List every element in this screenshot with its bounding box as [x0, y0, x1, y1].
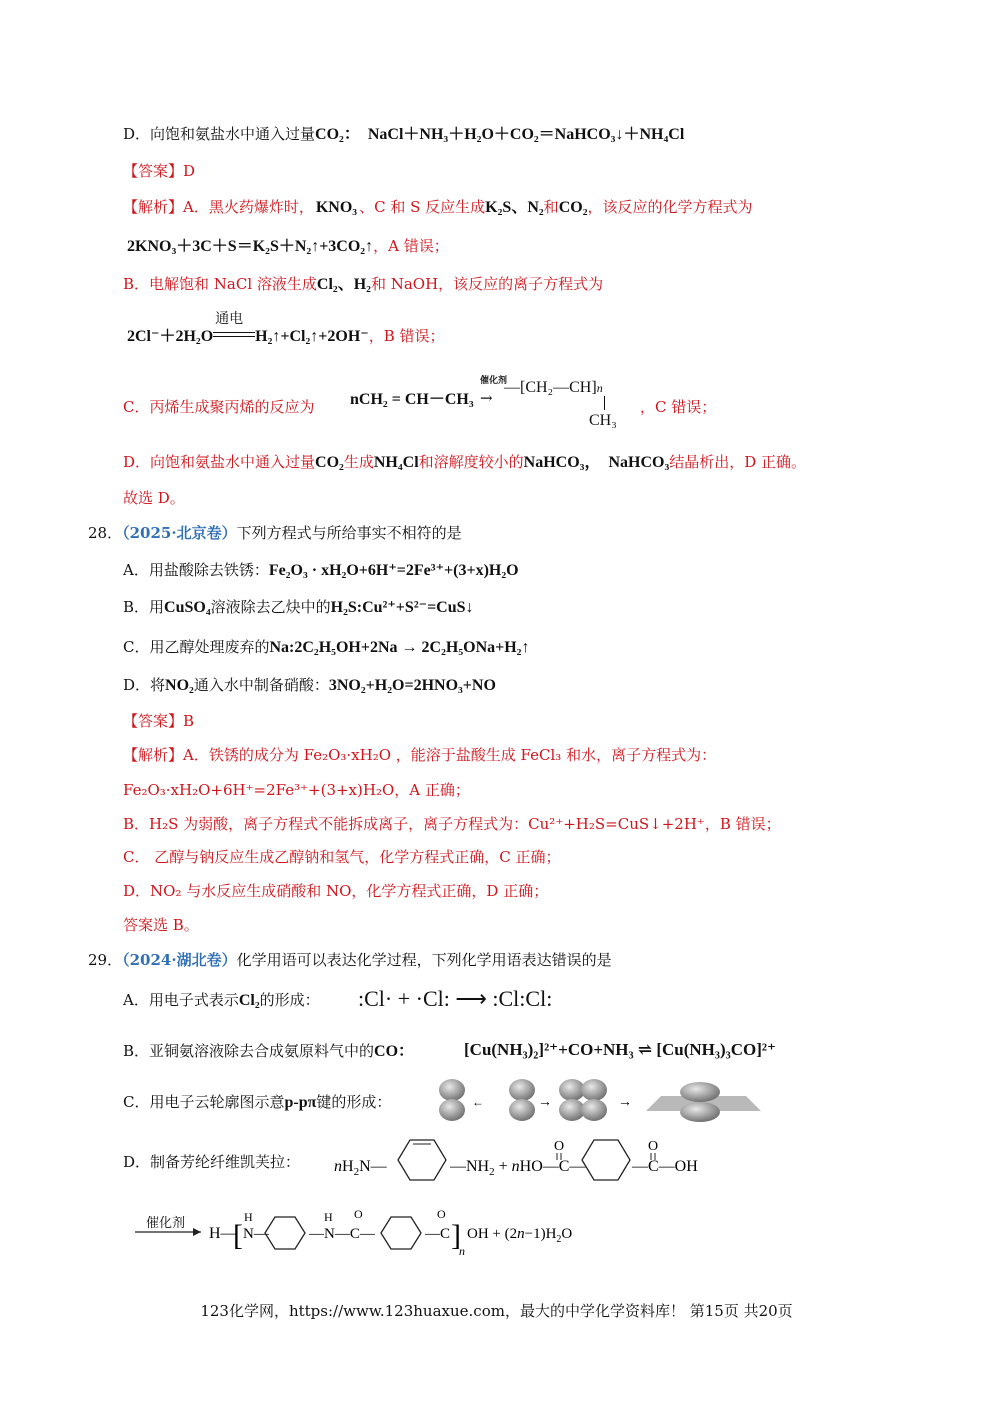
svg-text:[: [: [233, 1219, 243, 1252]
q27-analysis-c-tail: ，C 错误；: [640, 398, 717, 416]
benzene-ring-icon: [582, 1140, 630, 1180]
q29-option-c: C．用电子云轮廓图示意p-pπ键的形成：: [123, 1093, 392, 1111]
svg-text:O: O: [554, 1139, 565, 1154]
svg-text:n: n: [459, 1244, 465, 1258]
electron-dot-formula: :Cl· + ·Cl: ⟶ :Cl:Cl:: [358, 986, 553, 1011]
arrow-icon: →: [538, 1095, 552, 1110]
q27-analysis-a-eq: 2KNO₃＋3C＋S＝K₂S＋N₂↑+3CO₂↑，A 错误；: [127, 237, 449, 255]
q27-analysis-a: 【解析】A．黑火药爆炸时， KNO₃ 、C 和 S 反应生成K₂S、N₂和CO₂，该反应的化学方程式为: [123, 198, 753, 216]
electrolysis-condition: 通电: [215, 311, 244, 327]
q28-analysis-a2: Fe₂O₃·xH₂O+6H⁺=2Fe³⁺+(3+x)H₂O，A 正确；: [123, 781, 470, 799]
q29-option-d: D．制备芳纶纤维凯芙拉：: [123, 1153, 301, 1171]
q27-analysis-c: C．丙烯生成聚丙烯的反应为: [123, 398, 315, 416]
p-orbital-2: [509, 1079, 535, 1121]
arrow-icon: ←: [472, 1095, 484, 1109]
polypropene-branch: CH₃: [589, 412, 617, 429]
p-orbital-overlap: [559, 1079, 607, 1121]
q28-option-b: B．用CuSO₄溶液除去乙炔中的H₂S:Cu²⁺+S²⁻=CuS↓: [123, 598, 474, 616]
q28-analysis-d: D．NO₂ 与水反应生成硝酸和 NO，化学方程式正确，D 正确；: [123, 882, 549, 900]
q27-option-d: D．向饱和氨盐水中通入过量CO₂： NaCl＋NH₃＋H₂O＋CO₂＝NaHCO₃↓＋NH₄Cl: [123, 125, 685, 143]
svg-text:—N—C—: —N—C—: [309, 1226, 375, 1242]
benzene-ring-icon: [381, 1217, 421, 1249]
benzene-ring-icon: [265, 1217, 305, 1249]
pp-pi-bond-diagram: [436, 1076, 761, 1126]
arrow-icon: →: [618, 1095, 632, 1110]
q27-analysis-b: B．电解饱和 NaCl 溶液生成Cl₂、H₂和 NaOH，该反应的离子方程式为: [123, 275, 604, 293]
q29-option-b: B．亚铜氨溶液除去合成氨原料气中的CO：: [123, 1042, 415, 1060]
copper-ammonia-eq: [Cu(NH₃)₂]²⁺+CO+NH₃ ⇌ [Cu(NH₃)₃CO]²⁺: [464, 1040, 776, 1059]
svg-text:—NH2 + nHO—C—: $—NH_2$ + nHO—C—: [450, 1158, 586, 1178]
polypropene-main: —[CH₂—CH]n: [504, 379, 603, 396]
p-orbital-1: [439, 1079, 465, 1121]
q27-answer: 【答案】D: [123, 162, 196, 180]
kevlar-product: [133, 1205, 593, 1265]
kevlar-reactants: [330, 1132, 710, 1187]
q27-conclusion: 故选 D。: [123, 489, 185, 507]
q28-option-a: A．用盐酸除去铁锈：Fe₂O₃ · xH₂O+6H⁺=2Fe³⁺+(3+x)H₂O: [123, 561, 519, 579]
svg-text:nH2N—: $nH_2N—$: [334, 1158, 387, 1178]
q28-answer: 【答案】B: [123, 712, 195, 730]
svg-text:O: O: [354, 1207, 363, 1221]
svg-text:—C: —C: [425, 1226, 451, 1242]
svg-text:]: ]: [451, 1219, 461, 1252]
q28-analysis-b: B．H₂S 为弱酸，离子方程式不能拆成离子，离子方程式为：Cu²⁺+H₂S=CuS↓+2H⁺，B 错误；: [123, 815, 781, 833]
svg-text:N—: N—: [243, 1226, 269, 1242]
q28-conclusion: 答案选 B。: [123, 916, 199, 934]
svg-text:H—: H—: [209, 1225, 237, 1242]
q27-analysis-d: D．向饱和氨盐水中通入过量CO₂生成NH₄Cl和溶解度较小的NaHCO₃， NaHCO₃结晶析出，D 正确。: [123, 453, 807, 471]
q27-analysis-b-eq: 2Cl⁻＋2H₂O 通电 H₂↑+Cl₂↑+2OH⁻，B 错误；: [127, 311, 445, 345]
catalyst-label: 催化剂: [146, 1216, 186, 1231]
polymer-branch-bond: [604, 396, 606, 410]
q29-option-a: A．用电子式表示Cl₂的形成：: [123, 991, 320, 1009]
svg-text:O: O: [648, 1139, 659, 1154]
q29-stem: 29．（2024·湖北卷）化学用语可以表达化学过程，下列化学用语表达错误的是: [88, 951, 612, 969]
catalyst-label: 催化剂: [480, 376, 508, 386]
benzene-ring-icon: [398, 1140, 446, 1180]
q27-propene-eq: nCH₂ = CH－CH₃: [350, 391, 474, 408]
page-footer: 123化学网，https://www.123huaxue.com，最大的中学化学资料库！ 第15页 共20页: [200, 1302, 793, 1320]
q28-option-c: C．用乙醇处理废弃的Na:2C₂H₅OH+2Na → 2C₂H₅ONa+H₂↑: [123, 638, 530, 656]
pi-bond: [646, 1082, 761, 1122]
svg-text:OH + (2n−1)H2O: OH + $(2n-1)H_2O$: [467, 1226, 573, 1245]
arrow-icon: →: [480, 389, 493, 407]
q28-option-d: D．将NO₂通入水中制备硝酸：3NO₂+H₂O=2HNO₃+NO: [123, 676, 496, 694]
q28-analysis-c: C． 乙醇与钠反应生成乙醇钠和氢气，化学方程式正确，C 正确；: [123, 848, 561, 866]
q28-analysis-a1: 【解析】A．铁锈的成分为 Fe₂O₃·xH₂O ，能溶于盐酸生成 FeCl₃ 和水，离子方程式为：: [123, 746, 717, 764]
svg-text:H: H: [324, 1210, 333, 1224]
svg-text:H: H: [244, 1210, 253, 1224]
q28-stem: 28．（2025·北京卷）下列方程式与所给事实不相符的是: [88, 524, 462, 542]
svg-text:O: O: [437, 1207, 446, 1221]
svg-text:—C—OH: —C—OH: [632, 1158, 698, 1175]
